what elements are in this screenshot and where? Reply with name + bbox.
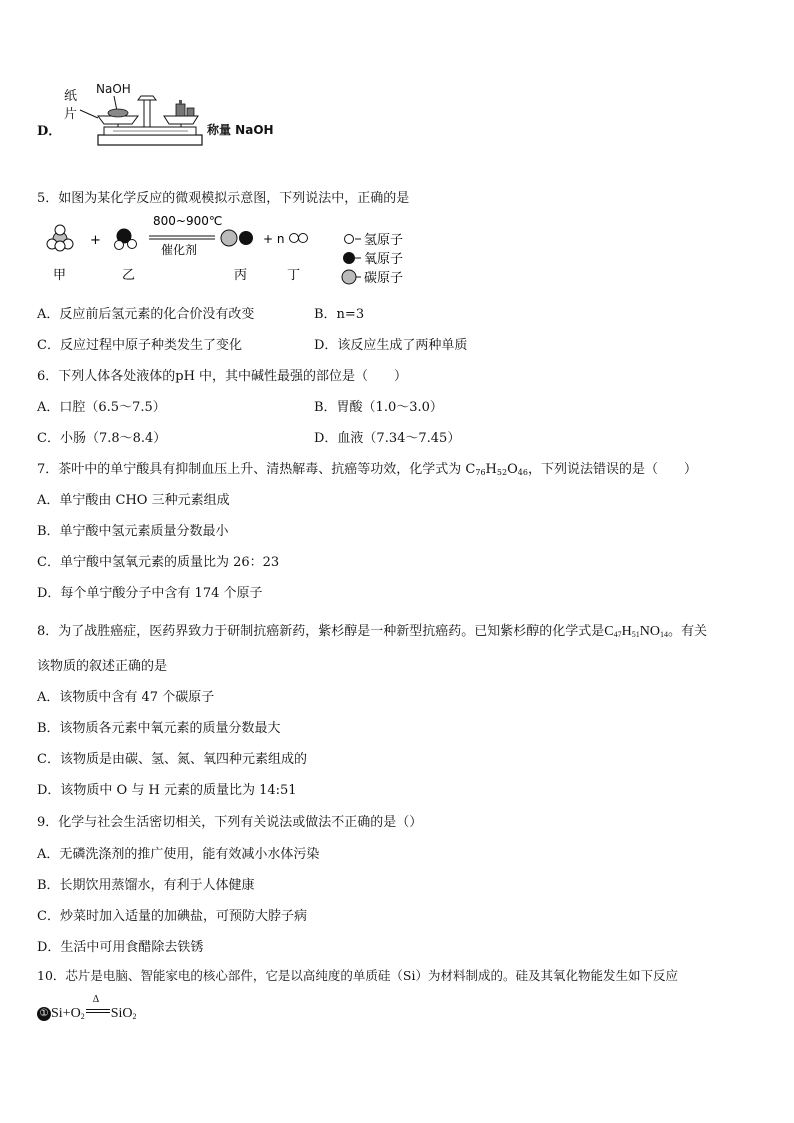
q7-stem: 7．茶叶中的单宁酸具有抑制血压上升、清热解毒、抗癌等功效，化学式为 $C_{76}H_{52}O_{46}$，下列说法错误的是（ ） xyxy=(37,462,697,477)
legend-oxygen-icon xyxy=(343,252,355,264)
q6-option-a: A．口腔（6.5～7.5） xyxy=(37,400,166,415)
eq-left: Si+O xyxy=(51,1006,81,1021)
paper-label-2: 片 xyxy=(64,107,78,122)
molecule-ding xyxy=(290,234,308,243)
q5-stem: 5．如图为某化学反应的微观模拟示意图，下列说法中，正确的是 xyxy=(37,191,410,206)
legend-carbon-icon xyxy=(342,270,356,284)
plus-n-label: + n xyxy=(263,232,285,246)
q6-option-d: D．血液（7.34～7.45） xyxy=(314,431,461,446)
q6-option-c: C．小肠（7.8～8.4） xyxy=(37,431,167,446)
q5-option-c: C．反应过程中原子种类发生了变化 xyxy=(37,338,242,353)
q7-option-a: A．单宁酸由 CHO 三种元素组成 xyxy=(37,493,230,508)
q9-option-c: C．炒菜时加入适量的加碘盐，可预防大脖子病 xyxy=(37,909,307,924)
molecule-bing xyxy=(221,230,253,246)
q9-option-d: D．生活中可用食醋除去铁锈 xyxy=(37,940,204,955)
paper-label-1: 纸 xyxy=(64,89,78,104)
q6-stem: 6．下列人体各处液体的pH 中，其中碱性最强的部位是（ ） xyxy=(37,369,408,384)
q7-option-d: D．每个单宁酸分子中含有 174 个原子 xyxy=(37,586,263,601)
legend-hydrogen-icon xyxy=(345,235,354,244)
q7-option-c: C．单宁酸中氢氧元素的质量比为 26：23 xyxy=(37,555,280,570)
name-jia: 甲 xyxy=(53,268,67,283)
molecule-jia xyxy=(47,225,73,251)
q8-option-d: D．该物质中 O 与 H 元素的质量比为 14:51 xyxy=(37,783,297,798)
legend-carbon: 碳原子 xyxy=(364,271,404,286)
q8-option-b: B．该物质各元素中氧元素的质量分数最大 xyxy=(37,721,281,736)
q5-reaction-diagram xyxy=(37,212,437,288)
q9-option-a: A．无磷洗涤剂的推广使用，能有效减小水体污染 xyxy=(37,847,320,862)
q10-stem: 10．芯片是电脑、智能家电的核心部件，它是以高纯度的单质硅（Si）为材料制成的。硅及其氧化物能发生如下反应 xyxy=(37,968,678,983)
reaction-condition-temp: 800~900℃ xyxy=(153,214,223,228)
q6-option-b: B．胃酸（1.0～3.0） xyxy=(314,400,443,415)
q4-option-d-caption: 称量 NaOH xyxy=(207,123,274,137)
molecule-yi xyxy=(115,229,137,250)
q5-option-d: D．该反应生成了两种单质 xyxy=(314,338,468,353)
q4-option-d-label: D． xyxy=(37,124,62,139)
eq-left-sub: 2 xyxy=(80,1012,85,1021)
q7-option-b: B．单宁酸中氢元素质量分数最小 xyxy=(37,524,229,539)
q8-stem: 8．为了战胜癌症，医药界致力于研制抗癌新药，紫杉醇是一种新型抗癌药。已知紫杉醇的化学式是$C_{47}H_{51}NO_{14}$。有关 xyxy=(37,624,707,639)
q9-stem: 9．化学与社会生活密切相关，下列有关说法或做法不正确的是（） xyxy=(37,815,423,830)
q9-option-b: B．长期饮用蒸馏水，有利于人体健康 xyxy=(37,878,255,893)
atom-legend xyxy=(342,233,403,286)
circled-number-marker: ① xyxy=(37,1007,51,1021)
reaction-condition-catalyst: 催化剂 xyxy=(161,243,198,257)
q5-option-a: A．反应前后氢元素的化合价没有改变 xyxy=(37,307,255,322)
q10-equation-1 xyxy=(37,994,137,1022)
naoh-label: NaOH xyxy=(96,82,131,96)
eq-right: SiO xyxy=(110,1006,133,1021)
q8-option-c: C．该物质是由碳、氢、氮、氧四种元素组成的 xyxy=(37,752,307,767)
q8-stem-line2: 该物质的叙述正确的是 xyxy=(37,659,168,674)
balance-illustration xyxy=(58,80,208,150)
name-bing: 丙 xyxy=(234,268,248,283)
name-yi: 乙 xyxy=(122,268,136,283)
eq-arrow xyxy=(85,994,111,1022)
legend-oxygen: 氧原子 xyxy=(364,252,404,267)
eq-right-sub: 2 xyxy=(132,1012,137,1021)
q5-option-b: B．n=3 xyxy=(314,307,365,322)
eq-condition: Δ xyxy=(92,994,100,1005)
plus-sign-1: + xyxy=(90,233,101,248)
legend-hydrogen: 氢原子 xyxy=(364,233,404,248)
name-ding: 丁 xyxy=(287,268,301,283)
q8-option-a: A．该物质中含有 47 个碳原子 xyxy=(37,690,215,705)
